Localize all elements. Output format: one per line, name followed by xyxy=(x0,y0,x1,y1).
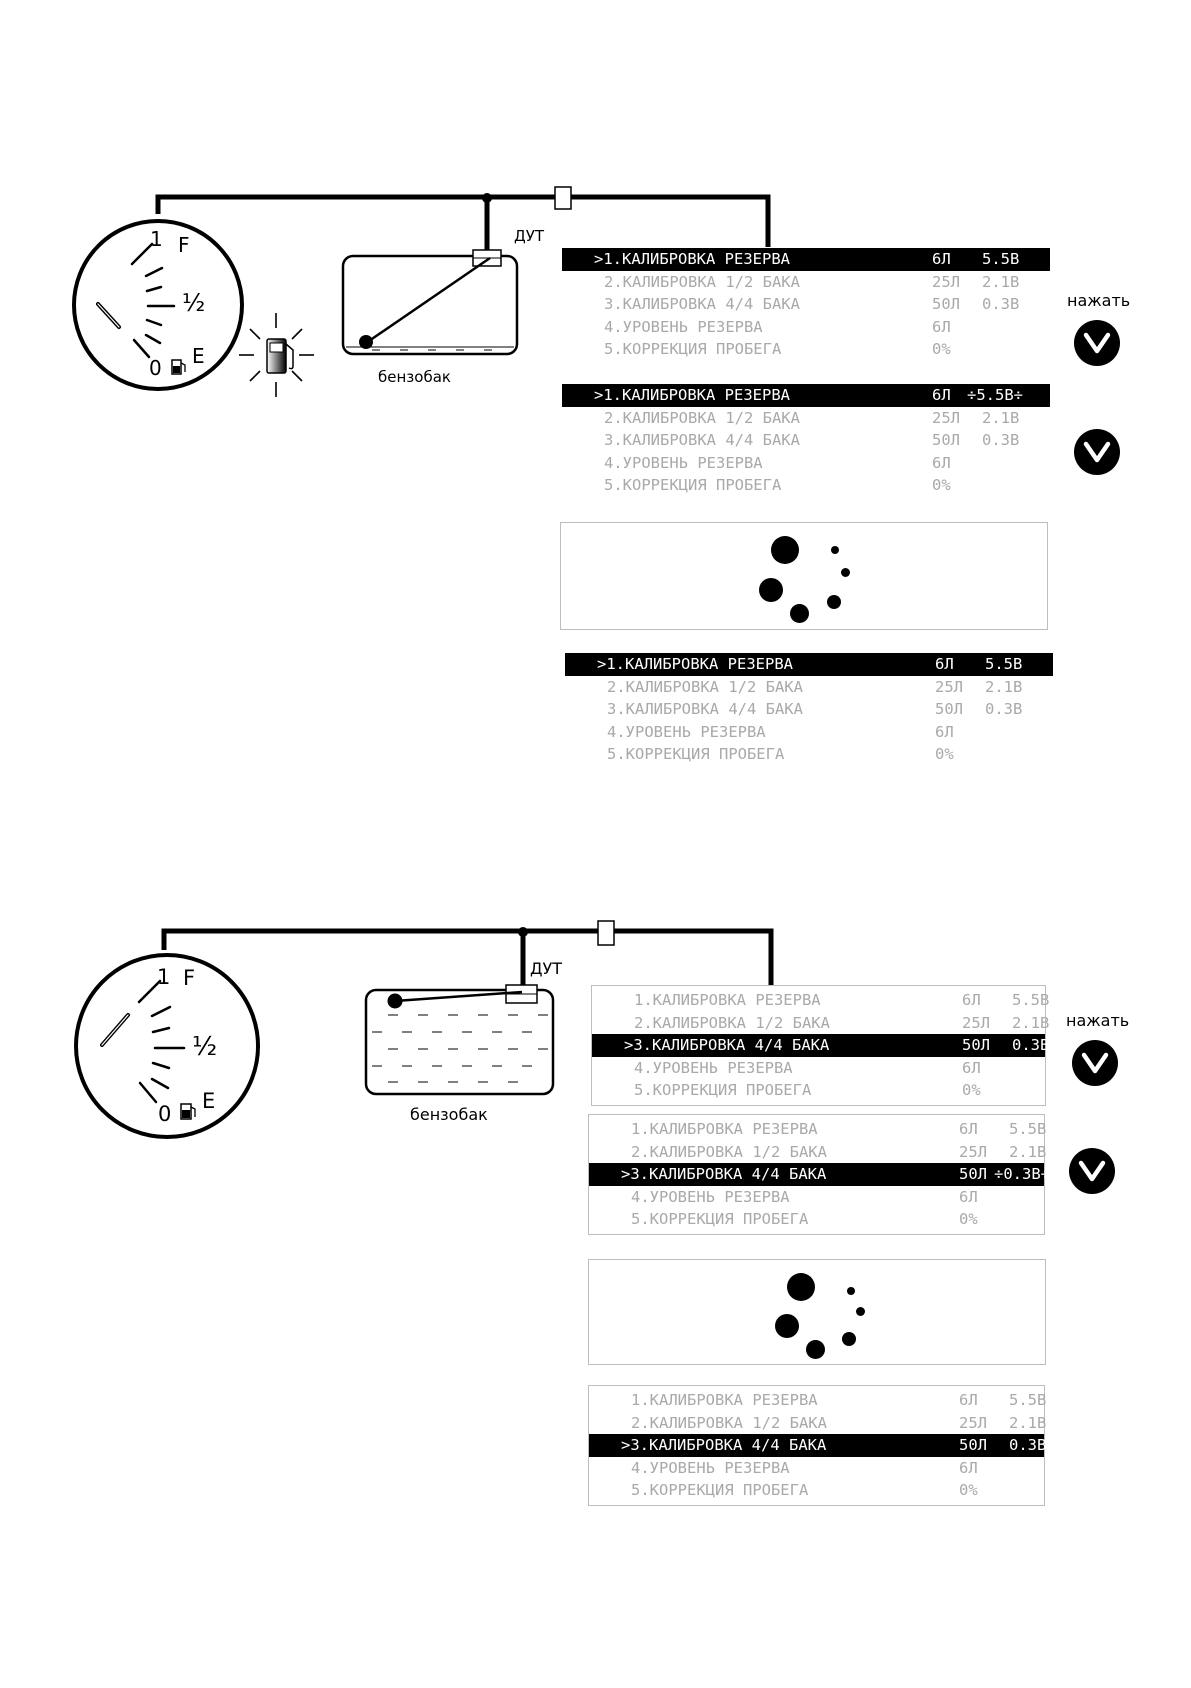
menu-row[interactable] xyxy=(562,316,1050,339)
menu-row-voltage: 5.5В xyxy=(1009,1120,1047,1138)
menu-row-text: 4.УРОВЕНЬ РЕЗЕРВА xyxy=(607,722,766,741)
menu-row-volume: 6Л xyxy=(932,386,951,404)
menu-row-label xyxy=(621,1434,826,1457)
menu-row[interactable] xyxy=(565,653,1053,676)
menu-row-volume: 6Л xyxy=(935,655,954,673)
menu-row[interactable] xyxy=(562,407,1050,430)
menu-row-volume: 25Л xyxy=(932,408,960,427)
menu-row-label xyxy=(631,1412,827,1435)
menu-row[interactable] xyxy=(589,1479,1044,1502)
menu-row-text: 5.КОРРЕКЦИЯ ПРОБЕГА xyxy=(631,1210,809,1228)
gauge-full-letter-2: F xyxy=(183,966,196,990)
menu-row-text: 2.КАЛИБРОВКА 1/2 БАКА xyxy=(631,1142,827,1161)
voltage-value: 5.5В xyxy=(976,386,1014,404)
loading-spinner-1 xyxy=(560,522,1048,630)
tank-label-2: бензобак xyxy=(410,1105,488,1124)
down-button-3[interactable] xyxy=(1072,1040,1118,1086)
menu-row[interactable] xyxy=(589,1118,1047,1141)
menu-row[interactable] xyxy=(565,721,1053,744)
menu-row-label xyxy=(634,1079,811,1102)
menu-row-voltage: 2.1В xyxy=(1012,1013,1050,1032)
menu-row-text: 3.КАЛИБРОВКА 4/4 БАКА xyxy=(630,1436,827,1454)
chevron-down-icon xyxy=(1074,320,1120,366)
menu-row-voltage: 0.3В xyxy=(1009,1436,1047,1454)
menu-row-label xyxy=(631,1389,818,1412)
menu-row-label xyxy=(607,676,803,699)
menu-row-label xyxy=(631,1479,808,1502)
lcd-screen-2 xyxy=(562,384,1050,497)
connector-2 xyxy=(598,921,614,945)
menu-row[interactable] xyxy=(592,1012,1050,1035)
menu-row-volume: 0% xyxy=(935,745,954,763)
wire-junction-1 xyxy=(482,193,492,203)
menu-row[interactable] xyxy=(562,384,1050,407)
menu-row[interactable] xyxy=(589,1163,1051,1186)
menu-row-label xyxy=(594,248,790,271)
menu-row-text: 3.КАЛИБРОВКА 4/4 БАКА xyxy=(630,1165,827,1183)
menu-row-label xyxy=(604,271,800,294)
menu-row-voltage: 2.1В xyxy=(985,677,1023,696)
menu-row-label xyxy=(631,1457,790,1480)
menu-row-label xyxy=(607,743,784,766)
connector-1 xyxy=(555,187,571,209)
menu-row-label xyxy=(604,316,763,339)
gauge-full-number-1: 1 xyxy=(150,227,163,251)
menu-row-label xyxy=(604,338,781,361)
menu-row-text: 5.КОРРЕКЦИЯ ПРОБЕГА xyxy=(631,1481,809,1499)
menu-row-volume: 6Л xyxy=(932,317,951,336)
chevron-down-icon xyxy=(1069,1148,1115,1194)
menu-row-voltage: 2.1В xyxy=(982,408,1020,427)
menu-row-volume: 25Л xyxy=(932,272,960,291)
selection-marker: > xyxy=(594,250,604,268)
menu-row-text: 2.КАЛИБРОВКА 1/2 БАКА xyxy=(631,1413,827,1432)
float-1 xyxy=(359,335,373,349)
adjust-right-icon: ÷ xyxy=(1040,1165,1051,1183)
fuel-tank-1 xyxy=(343,227,545,386)
menu-row-volume: 50Л xyxy=(959,1436,987,1454)
tank-label-1: бензобак xyxy=(378,368,451,386)
menu-row[interactable] xyxy=(592,989,1050,1012)
gauge-half-1: ½ xyxy=(182,289,206,317)
menu-row-volume: 6Л xyxy=(932,250,951,268)
menu-row-label xyxy=(634,989,821,1012)
menu-row-voltage: 2.1В xyxy=(1009,1142,1047,1161)
menu-row-text: 4.УРОВЕНЬ РЕЗЕРВА xyxy=(604,453,763,472)
menu-row-voltage xyxy=(967,384,1023,407)
menu-row-label xyxy=(634,1012,830,1035)
sensor-label-2: ДУТ xyxy=(530,959,563,978)
gauge-empty-letter-2: E xyxy=(202,1089,216,1113)
menu-row-text: 3.КАЛИБРОВКА 4/4 БАКА xyxy=(604,431,800,449)
fuel-gauge-1 xyxy=(74,221,242,389)
menu-row-text: 5.КОРРЕКЦИЯ ПРОБЕГА xyxy=(604,476,782,494)
menu-row-volume: 25Л xyxy=(959,1142,987,1161)
menu-row-text: 4.УРОВЕНЬ РЕЗЕРВА xyxy=(604,317,763,336)
menu-row[interactable] xyxy=(565,698,1053,721)
menu-row-label xyxy=(597,653,793,676)
menu-row-volume: 50Л xyxy=(962,1036,990,1054)
menu-row-text: 5.КОРРЕКЦИЯ ПРОБЕГА xyxy=(634,1081,812,1099)
menu-row-label xyxy=(631,1141,827,1164)
menu-row-voltage: 0.3В xyxy=(1012,1036,1050,1054)
menu-row-voltage: 2.1В xyxy=(1009,1413,1047,1432)
menu-row-label xyxy=(604,429,800,452)
fuel-gauge-2 xyxy=(76,955,258,1137)
menu-row-text: 2.КАЛИБРОВКА 1/2 БАКА xyxy=(604,272,800,291)
menu-row[interactable] xyxy=(592,1034,1050,1057)
menu-row-volume: 6Л xyxy=(935,722,954,741)
menu-row-volume: 6Л xyxy=(932,453,951,472)
loading-spinner-2 xyxy=(588,1259,1046,1365)
menu-row-volume: 25Л xyxy=(962,1013,990,1032)
menu-row-volume: 25Л xyxy=(959,1413,987,1432)
menu-row[interactable] xyxy=(562,293,1050,316)
menu-row-volume: 0% xyxy=(959,1210,978,1228)
menu-row-label xyxy=(607,721,766,744)
menu-row-voltage: 0.3В xyxy=(982,295,1020,313)
wire-2 xyxy=(164,931,771,990)
menu-row-label xyxy=(634,1057,793,1080)
adjust-left-icon: ÷ xyxy=(994,1165,1004,1183)
fuel-warning-lamp-icon xyxy=(239,313,314,397)
menu-row[interactable] xyxy=(592,1079,1045,1102)
voltage-value: 0.3В xyxy=(1003,1165,1041,1183)
menu-row[interactable] xyxy=(589,1186,1044,1209)
gauge-empty-number-1: 0 xyxy=(149,356,162,380)
menu-row-text: 1.КАЛИБРОВКА РЕЗЕРВА xyxy=(631,1120,818,1138)
menu-row-volume: 6Л xyxy=(959,1187,978,1206)
chevron-down-icon xyxy=(1072,1040,1118,1086)
menu-row-text: 1.КАЛИБРОВКА РЕЗЕРВА xyxy=(631,1391,818,1409)
menu-row-voltage: 5.5В xyxy=(985,655,1023,673)
menu-row-label xyxy=(604,452,763,475)
menu-row-text: 5.КОРРЕКЦИЯ ПРОБЕГА xyxy=(604,340,782,358)
menu-row-volume: 6Л xyxy=(962,991,981,1009)
menu-row-label xyxy=(631,1118,818,1141)
menu-row-volume: 0% xyxy=(962,1081,981,1099)
menu-row-text: 2.КАЛИБРОВКА 1/2 БАКА xyxy=(634,1013,830,1032)
gauge-full-letter-1: F xyxy=(178,233,190,257)
menu-row[interactable] xyxy=(562,474,1050,497)
adjust-right-icon: ÷ xyxy=(1013,386,1024,404)
menu-row[interactable] xyxy=(562,248,1050,271)
menu-row[interactable] xyxy=(589,1208,1044,1231)
menu-row[interactable] xyxy=(592,1057,1045,1080)
menu-row-text: 2.КАЛИБРОВКА 1/2 БАКА xyxy=(604,408,800,427)
menu-row-volume: 6Л xyxy=(959,1391,978,1409)
float-2 xyxy=(388,994,403,1009)
menu-row-voltage: 2.1В xyxy=(982,272,1020,291)
menu-row-label xyxy=(607,698,803,721)
lcd-screen-5 xyxy=(591,985,1050,1106)
menu-row-volume: 6Л xyxy=(962,1058,981,1077)
menu-row[interactable] xyxy=(589,1389,1047,1412)
menu-row-volume: 25Л xyxy=(935,677,963,696)
selection-marker: > xyxy=(621,1165,631,1183)
menu-row-label xyxy=(624,1034,829,1057)
lcd-screen-8 xyxy=(588,1385,1045,1506)
menu-row-volume: 0% xyxy=(932,476,951,494)
gauge-empty-letter-1: E xyxy=(192,344,205,368)
menu-row-voltage: 5.5В xyxy=(1009,1391,1047,1409)
menu-row-label xyxy=(604,293,800,316)
selection-marker: > xyxy=(624,1036,634,1054)
lcd-screen-1 xyxy=(562,248,1050,361)
menu-row[interactable] xyxy=(562,338,1050,361)
menu-row-voltage: 0.3В xyxy=(982,431,1020,449)
down-button-2[interactable] xyxy=(1074,429,1120,475)
menu-row[interactable] xyxy=(589,1457,1044,1480)
press-label-2: нажать xyxy=(1066,1011,1130,1030)
menu-row-label xyxy=(604,474,781,497)
menu-row-text: 1.КАЛИБРОВКА РЕЗЕРВА xyxy=(603,250,790,268)
menu-row-volume: 50Л xyxy=(932,295,960,313)
wire-1 xyxy=(158,197,768,252)
selection-marker: > xyxy=(597,655,607,673)
menu-row[interactable] xyxy=(562,452,1050,475)
press-label-1: нажать xyxy=(1067,291,1131,310)
menu-row-voltage: 5.5В xyxy=(1012,991,1050,1009)
menu-row[interactable] xyxy=(562,271,1050,294)
down-button-4[interactable] xyxy=(1069,1148,1115,1194)
menu-row-text: 4.УРОВЕНЬ РЕЗЕРВА xyxy=(634,1058,793,1077)
menu-row-voltage: 5.5В xyxy=(982,250,1020,268)
menu-row-voltage: 0.3В xyxy=(985,700,1023,718)
menu-row-label xyxy=(631,1208,808,1231)
menu-row-text: 4.УРОВЕНЬ РЕЗЕРВА xyxy=(631,1187,790,1206)
menu-row-volume: 6Л xyxy=(959,1458,978,1477)
menu-row[interactable] xyxy=(589,1412,1047,1435)
menu-row-text: 1.КАЛИБРОВКА РЕЗЕРВА xyxy=(634,991,821,1009)
menu-row[interactable] xyxy=(589,1141,1047,1164)
sensor-label-1: ДУТ xyxy=(514,227,545,245)
gauge-full-number-2: 1 xyxy=(157,965,171,989)
lcd-screen-6 xyxy=(588,1114,1051,1235)
gauge-half-2: ½ xyxy=(192,1032,218,1062)
fuel-tank-2 xyxy=(366,959,562,1124)
menu-row[interactable] xyxy=(565,743,1053,766)
menu-row-volume: 6Л xyxy=(959,1120,978,1138)
menu-row-volume: 0% xyxy=(932,340,951,358)
wire-junction-2 xyxy=(518,927,528,937)
menu-row-label xyxy=(631,1186,790,1209)
menu-row-text: 1.КАЛИБРОВКА РЕЗЕРВА xyxy=(606,655,793,673)
menu-row-text: 2.КАЛИБРОВКА 1/2 БАКА xyxy=(607,677,803,696)
menu-row[interactable] xyxy=(589,1434,1047,1457)
menu-row-volume: 50Л xyxy=(935,700,963,718)
selection-marker: > xyxy=(594,386,604,404)
menu-row-voltage xyxy=(994,1163,1050,1186)
lcd-screen-4 xyxy=(565,653,1053,766)
selection-marker: > xyxy=(621,1436,631,1454)
menu-row-text: 3.КАЛИБРОВКА 4/4 БАКА xyxy=(607,700,803,718)
adjust-left-icon: ÷ xyxy=(967,386,977,404)
menu-row-text: 5.КОРРЕКЦИЯ ПРОБЕГА xyxy=(607,745,785,763)
menu-row-label xyxy=(594,384,790,407)
menu-row-text: 4.УРОВЕНЬ РЕЗЕРВА xyxy=(631,1458,790,1477)
chevron-down-icon xyxy=(1074,429,1120,475)
down-button-1[interactable] xyxy=(1074,320,1120,366)
menu-row-volume: 50Л xyxy=(959,1165,987,1183)
menu-row[interactable] xyxy=(565,676,1053,699)
menu-row-text: 3.КАЛИБРОВКА 4/4 БАКА xyxy=(633,1036,830,1054)
menu-row-text: 1.КАЛИБРОВКА РЕЗЕРВА xyxy=(603,386,790,404)
menu-row-label xyxy=(604,407,800,430)
menu-row-volume: 50Л xyxy=(932,431,960,449)
menu-row[interactable] xyxy=(562,429,1050,452)
menu-row-label xyxy=(621,1163,826,1186)
menu-row-text: 3.КАЛИБРОВКА 4/4 БАКА xyxy=(604,295,800,313)
gauge-empty-number-2: 0 xyxy=(158,1102,172,1126)
menu-row-volume: 0% xyxy=(959,1481,978,1499)
